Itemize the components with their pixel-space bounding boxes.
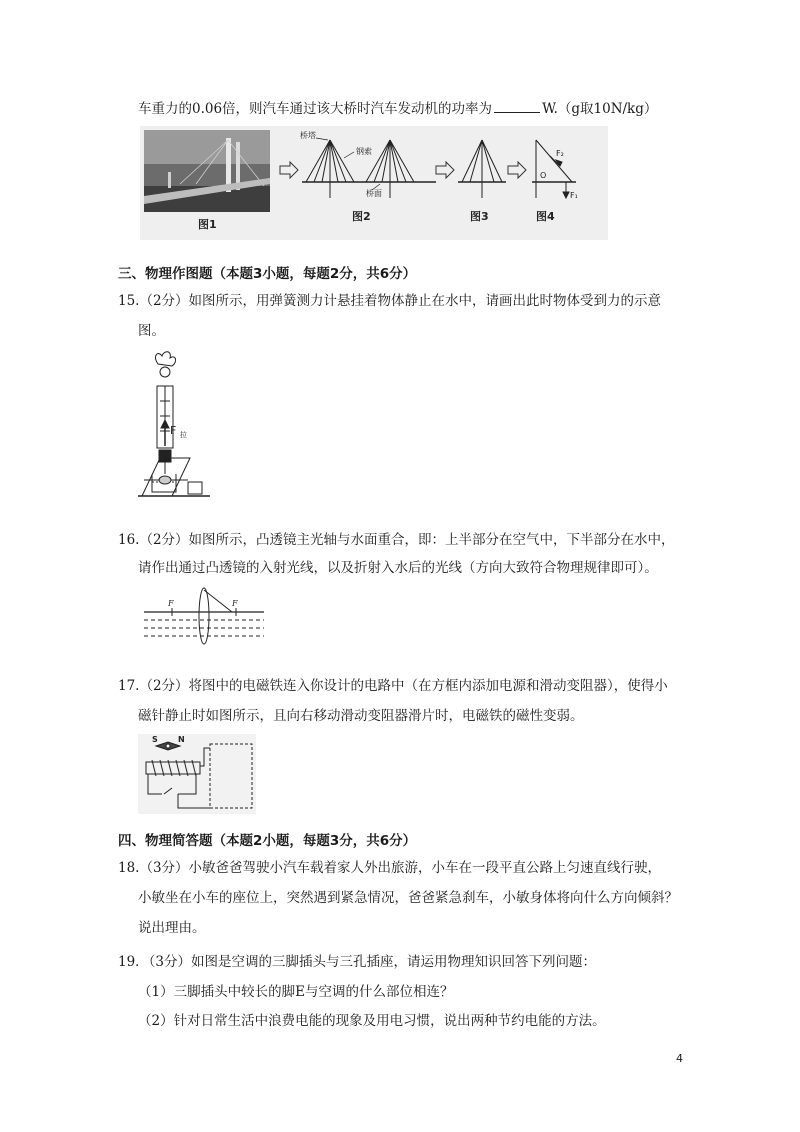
q15-line2: 图。 <box>138 323 165 339</box>
bridge-figure <box>140 126 608 244</box>
q19-sub2: （2）针对日常生活中浪费电能的现象及用电习惯，说出两种节约电能的方法。 <box>138 1013 606 1029</box>
fig4-caption: 图4 <box>536 210 555 223</box>
q14-text-before: 车重力的0.06倍，则汽车通过该大桥时汽车发动机的功率为 <box>138 101 493 117</box>
focus-left-label: F <box>168 599 174 608</box>
label-cable: 钢索 <box>356 147 372 156</box>
convex-lens-svg <box>140 586 268 650</box>
label-o: O <box>540 171 547 180</box>
pole-n-label: N <box>178 735 185 744</box>
q18-line3: 说出理由。 <box>138 920 206 936</box>
force-sub: 拉 <box>180 431 187 439</box>
fig1-caption: 图1 <box>198 218 217 231</box>
q17-line1: 17.（2分）将图中的电磁铁连入你设计的电路中（在方框内添加电源和滑动变阻器），使得小 <box>118 678 668 694</box>
bridge-figure-svg <box>140 126 608 240</box>
label-f1: F₁ <box>570 191 578 200</box>
label-deck: 桥面 <box>366 189 382 198</box>
q15-line1: 15.（2分）如图所示，用弹簧测力计悬挂着物体静止在水中，请画出此时物体受到力的示意 <box>118 293 662 309</box>
q18-line2: 小敏坐在小车的座位上，突然遇到紧急情况，爸爸紧急刹车，小敏身体将向什么方向倾斜？ <box>138 890 678 906</box>
q14-text <box>138 100 657 118</box>
spring-scale-svg <box>138 346 212 506</box>
focus-right-label: F <box>232 599 238 608</box>
label-tower: 桥塔 <box>300 131 316 140</box>
electromagnet-svg <box>138 734 256 814</box>
q14-text-after: W.（g取10N/kg） <box>542 101 658 117</box>
label-f2: F₂ <box>556 149 564 158</box>
pole-s-label: S <box>152 735 158 744</box>
convex-lens-figure <box>140 586 268 654</box>
q18-line1: 18.（3分）小敏爸爸驾驶小汽车载着家人外出旅游，小车在一段平直公路上匀速直线行驶， <box>118 860 662 876</box>
q19-line1: 19．（3分）如图是空调的三脚插头与三孔插座，请运用物理知识回答下列问题： <box>118 954 597 970</box>
q16-line1: 16.（2分）如图所示，凸透镜主光轴与水面重合，即：上半部分在空气中，下半部分在水中， <box>118 532 675 548</box>
q19-sub1: （1）三脚插头中较长的脚E与空调的什么部位相连？ <box>138 984 454 1000</box>
q16-line2: 请作出通过凸透镜的入射光线，以及折射入水后的光线（方向大致符合物理规律即可）。 <box>138 560 658 576</box>
section4-heading: 四、物理简答题（本题2小题，每题3分，共6分） <box>118 833 417 849</box>
fig3-caption: 图3 <box>470 210 489 223</box>
electromagnet-figure <box>138 734 256 818</box>
force-label: F <box>170 424 177 437</box>
q17-line2: 磁针静止时如图所示，且向右移动滑动变阻器滑片时，电磁铁的磁性变弱。 <box>138 708 584 724</box>
bridge-photo <box>144 130 270 212</box>
section3-heading: 三、物理作图题（本题3小题，每题2分，共6分） <box>118 266 417 282</box>
page-number: 4 <box>676 1052 683 1065</box>
fig2-caption: 图2 <box>352 210 371 223</box>
spring-scale-figure <box>138 346 212 510</box>
answer-blank[interactable] <box>494 100 540 113</box>
